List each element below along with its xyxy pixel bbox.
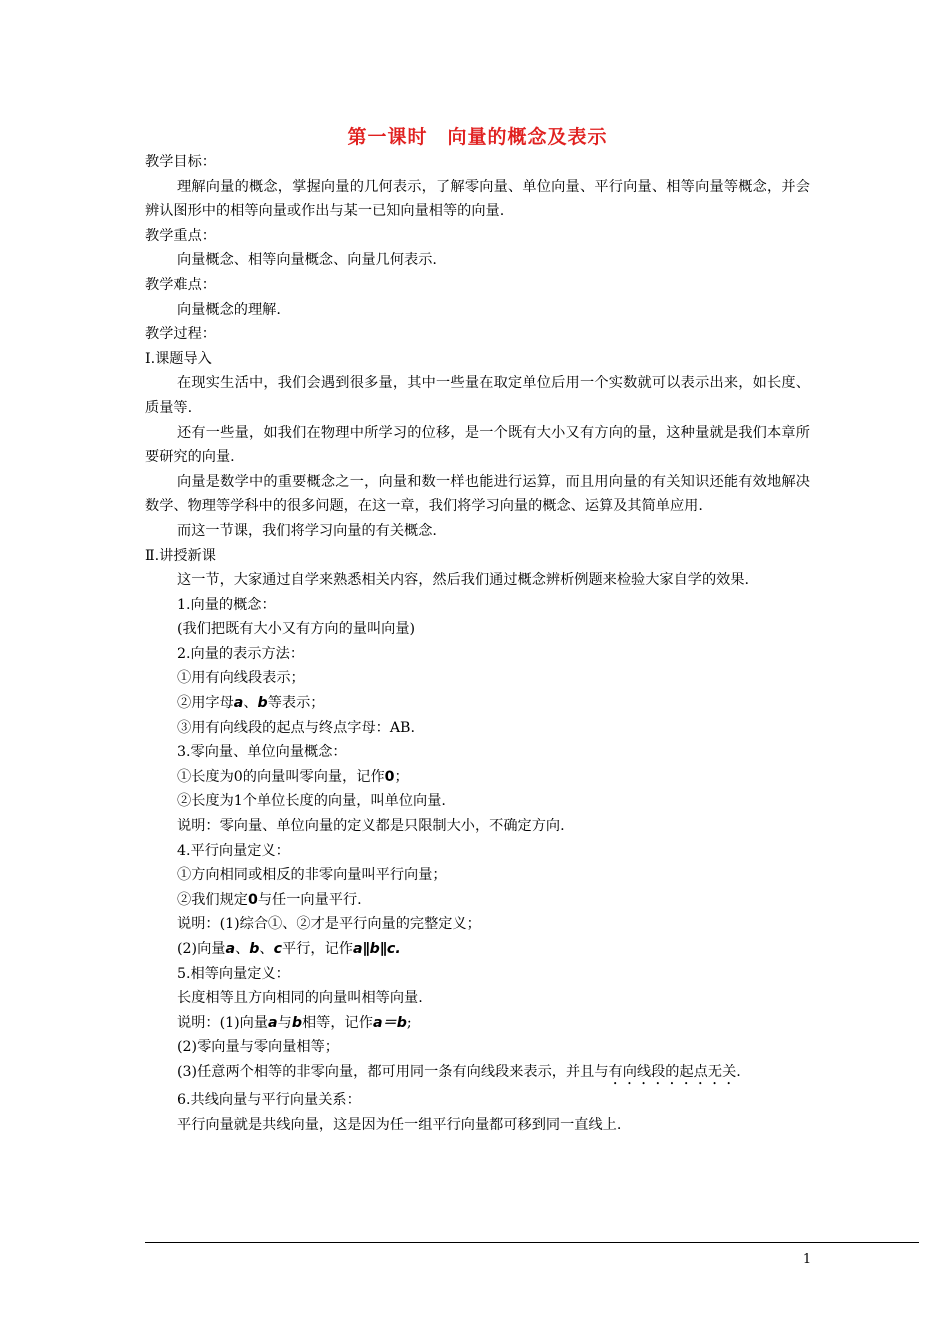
concept4-item-1: ①方向相同或相反的非零向量叫平行向量；: [177, 867, 447, 884]
section1-heading: Ⅰ.课题导入: [145, 350, 212, 367]
concept4-title: 4.平行向量定义：: [177, 842, 290, 859]
objectives-heading: 教学目标：: [145, 154, 216, 170]
emphasized-text: 无关: [707, 1063, 737, 1080]
difficulties-heading: 教学难点：: [145, 276, 216, 293]
concept4-item-2: ②我们规定0与任一向量平行.: [177, 891, 362, 908]
objectives-text: 理解向量的概念，掌握向量的几何表示，了解零向量、单位向量、平行向量、相等向量等概念，并会辨认图形中的相等向量或作出与某一已知向量相等的向量.: [145, 178, 810, 220]
emphasized-text: 有向线段的起点: [608, 1063, 708, 1080]
concept5-note-1: 说明：(1)向量a与b相等，记作a＝b;: [177, 1014, 412, 1031]
concept4-note-1: 说明：(1)综合①、②才是平行向量的完整定义；: [177, 916, 481, 933]
section1-paragraph-1: 在现实生活中，我们会遇到很多量，其中一些量在取定单位后用一个实数就可以表示出来，如长度、质量等.: [145, 375, 810, 416]
section2-heading: Ⅱ.讲授新课: [145, 547, 216, 564]
concept6-text: 平行向量就是共线向量，这是因为任一组平行向量都可移到同一直线上.: [177, 1116, 622, 1133]
difficulties-text: 向量概念的理解.: [177, 301, 281, 318]
key-points-text: 向量概念、相等向量概念、向量几何表示.: [177, 252, 437, 269]
concept3-item-2: ②长度为1个单位长度的向量，叫单位向量.: [177, 793, 446, 810]
parallel-relation: a∥b∥c.: [353, 941, 401, 957]
concept1-definition: (我们把既有大小又有方向的量叫向量): [177, 621, 416, 638]
concept2-item-1: ①用有向线段表示；: [177, 670, 305, 687]
concept5-definition: 长度相等且方向相同的向量叫相等向量.: [177, 990, 423, 1007]
concept6-title: 6.共线向量与平行向量关系：: [177, 1091, 361, 1108]
equality-relation: a＝b: [372, 1014, 407, 1031]
process-heading: 教学过程：: [145, 326, 216, 343]
page-number: 1: [802, 1252, 812, 1267]
key-points-heading: 教学重点：: [145, 227, 216, 244]
vector-b-symbol: b: [257, 695, 268, 712]
concept1-title: 1.向量的概念：: [177, 596, 276, 613]
document-body: [145, 124, 810, 1137]
section2-intro: 这一节，大家通过自学来熟悉相关内容，然后我们通过概念辨析例题来检验大家自学的效果.: [177, 572, 750, 589]
concept3-title: 3.零向量、单位向量概念：: [177, 744, 347, 761]
zero-vector-symbol: 0: [247, 891, 258, 908]
concept2-item-2: ②用字母a、b等表示；: [177, 695, 325, 712]
section1-paragraph-3: 向量是数学中的重要概念之一，向量和数一样也能进行运算，而且用向量的有关知识还能有效地解决数学、物理等学科中的很多问题，在这一章，我们将学习向量的概念、运算及其简单应用.: [145, 473, 810, 515]
page-title: 第一课时 向量的概念及表示: [347, 126, 608, 148]
concept5-title: 5.相等向量定义：: [177, 965, 290, 982]
zero-vector-symbol: 0: [384, 768, 395, 785]
concept2-title: 2.向量的表示方法：: [177, 645, 305, 662]
footer-divider: [145, 1242, 919, 1243]
concept5-note-2: (2)零向量与零向量相等；: [177, 1039, 339, 1056]
section1-paragraph-2: 还有一些量，如我们在物理中所学习的位移，是一个既有大小又有方向的量，这种量就是我们本章所要研究的向量.: [145, 424, 810, 466]
concept4-note-2: (2)向量a、b、c平行，记作a∥b∥c.: [177, 941, 401, 957]
section1-paragraph-4: 而这一节课，我们将学习向量的有关概念.: [177, 522, 437, 539]
vector-a-symbol: a: [233, 695, 244, 712]
concept3-note: 说明：零向量、单位向量的定义都是只限制大小，不确定方向.: [177, 818, 565, 835]
concept5-note-3: (3)任意两个相等的非零向量，都可用同一条有向线段来表示，并且与有向线段的起点无关.: [177, 1063, 741, 1080]
concept3-item-1: ①长度为0的向量叫零向量，记作0；: [177, 768, 409, 785]
concept2-item-3: ③用有向线段的起点与终点字母：AB.: [177, 719, 415, 736]
